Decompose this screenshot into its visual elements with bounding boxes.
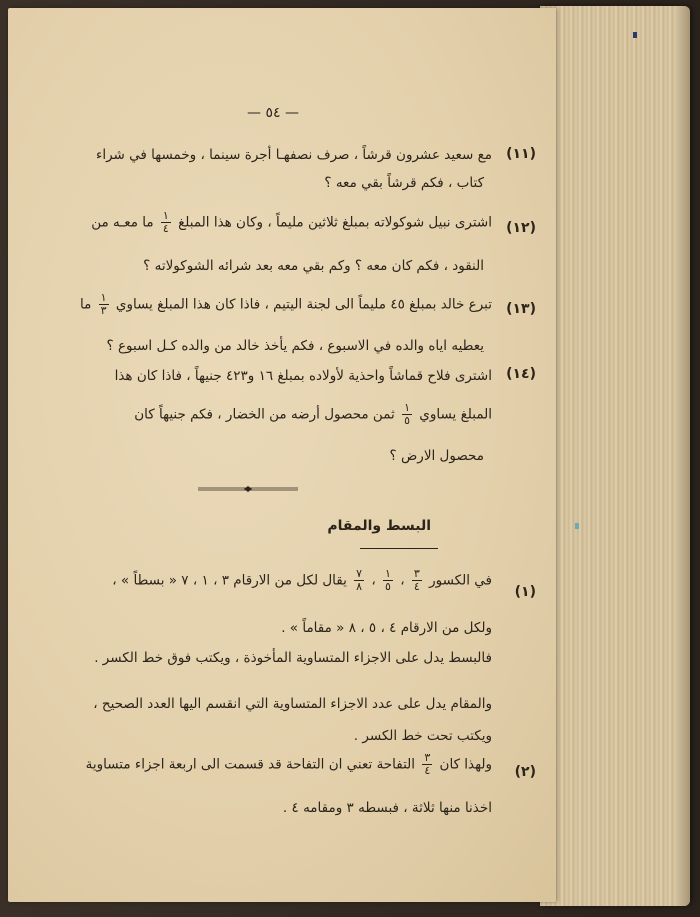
separator: ، (400, 572, 405, 589)
item-text: التفاحة تعني ان التفاحة قد قسمت الى اربعة اجزاء متساوية (85, 756, 416, 773)
item-text-line (86, 752, 492, 777)
fraction (161, 210, 171, 235)
problem-number: (١٣) (506, 301, 536, 317)
page-edges (540, 6, 690, 906)
fraction-denominator: ٤ (413, 580, 420, 594)
item-text-line: ويكتب تحت خط الكسر . (353, 728, 492, 744)
fraction (383, 568, 393, 593)
fraction-denominator: ٥ (385, 580, 391, 594)
fraction-numerator: ١ (100, 291, 107, 304)
problem-text: ما (80, 296, 92, 313)
problem-text: اشترى نبيل شوكولاته بمبلغ ثلاثين مليماً ، وكان هذا المبلغ (178, 214, 492, 231)
fraction-numerator: ١ (385, 567, 391, 580)
fraction-denominator: ٨ (356, 580, 363, 594)
problem-text: ثمن محصول أرضه من الخضار ، فكم جنيهاً كان (134, 406, 395, 423)
separator: ، (371, 572, 376, 589)
section-title-underline (360, 548, 438, 549)
problem-text-line: محصول الارض ؟ (389, 448, 484, 464)
problem-text-line (91, 210, 492, 235)
fraction-numerator: ١ (404, 401, 410, 414)
fraction (402, 402, 412, 427)
problem-text-line: يعطيه اياه والده في الاسبوع ، فكم يأخذ خالد من والده كـل اسبوع ؟ (106, 338, 484, 354)
problem-text-line: مع سعيد عشرون قرشاً ، صرف نصفهـا أجرة سينما ، وخمسها في شراء (95, 147, 492, 163)
fraction (354, 568, 364, 593)
problem-number: (١٤) (506, 366, 536, 382)
fraction (99, 292, 109, 317)
problem-text-line: النقود ، فكم كان معه ؟ وكم بقي معه بعد شرائه الشوكولاته ؟ (143, 258, 484, 274)
page-number: — ٥٤ — (247, 105, 299, 121)
page-mark (633, 32, 637, 38)
item-text: ولهذا كان (439, 756, 492, 773)
fraction-numerator: ٧ (356, 567, 363, 580)
problem-text-line: كتاب ، فكم قرشاً بقي معه ؟ (324, 175, 484, 191)
fraction-numerator: ٣ (424, 751, 431, 764)
item-text-line (112, 568, 492, 593)
book-page (8, 8, 556, 902)
fraction-numerator: ٣ (413, 567, 420, 580)
fraction (422, 752, 432, 777)
problem-text-line: اشترى فلاح قماشاً واحذية لأولاده بمبلغ ١٦ و٤٢٣ جنيهاً ، فاذا كان هذا (114, 368, 492, 384)
fraction-denominator: ٣ (100, 304, 107, 318)
problem-text: تبرع خالد بمبلغ ٤٥ مليماً الى لجنة اليتيم ، فاذا كان هذا المبلغ يساوي (115, 296, 492, 313)
page-mark (575, 523, 579, 529)
item-number: (٢) (514, 764, 536, 780)
section-title: البسط والمقام (327, 518, 431, 534)
item-text-line: اخذنا منها ثلاثة ، فبسطه ٣ ومقامه ٤ . (282, 800, 492, 816)
problem-text: ما معـه من (91, 214, 154, 231)
problem-text-line (80, 292, 492, 317)
ornament-divider (198, 486, 298, 492)
item-text-line: فالبسط يدل على الاجزاء المتساوية المأخوذة ، ويكتب فوق خط الكسر . (94, 650, 492, 666)
item-text: يقال لكل من الارقام ٣ ، ١ ، ٧ « بسطاً » ، (112, 572, 347, 589)
problem-number: (١٢) (506, 220, 536, 236)
item-text-line: والمقام يدل على عدد الاجزاء المتساوية التي انقسم اليها العدد الصحيح ، (93, 696, 492, 712)
fraction-numerator: ١ (162, 209, 169, 222)
problem-text: المبلغ يساوي (419, 406, 492, 423)
fraction-denominator: ٤ (424, 764, 431, 778)
problem-text-line (134, 402, 492, 427)
item-text-line: ولكل من الارقام ٤ ، ٥ ، ٨ « مقاماً » . (281, 620, 492, 636)
item-number: (١) (514, 584, 536, 600)
item-text: في الكسور (429, 572, 492, 589)
problem-number: (١١) (506, 146, 536, 162)
fraction-denominator: ٤ (162, 222, 169, 236)
fraction-denominator: ٥ (404, 414, 410, 428)
fraction (412, 568, 422, 593)
